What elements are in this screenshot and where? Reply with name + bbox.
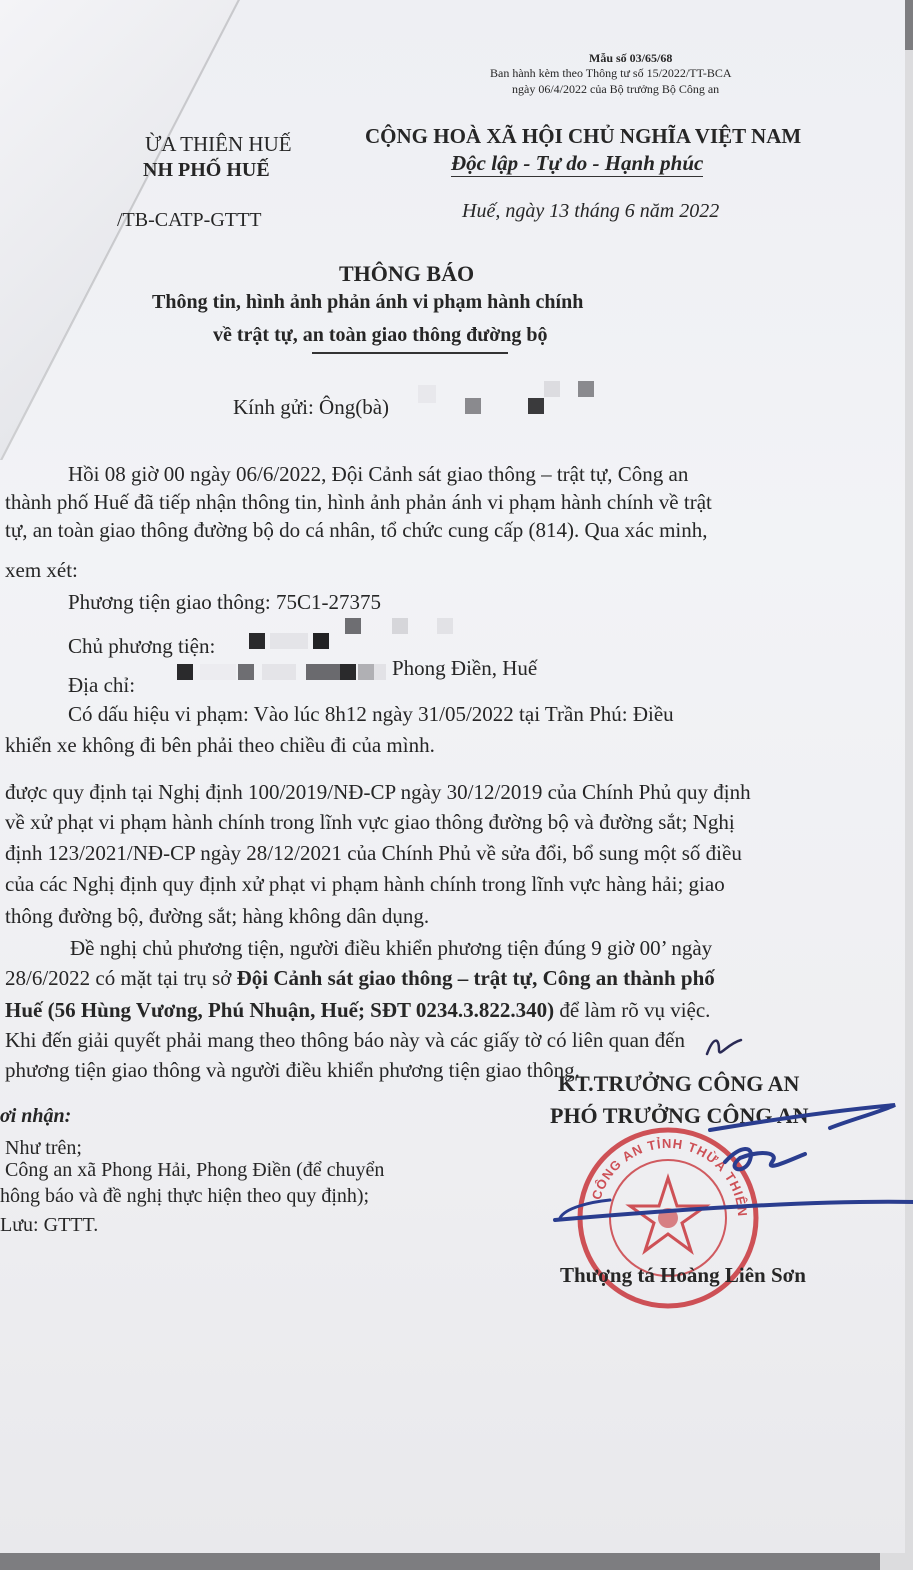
national-title: CỘNG HOÀ XÃ HỘI CHỦ NGHĨA VIỆT NAM [365, 124, 802, 148]
address-district: Phong Điền, Huế [392, 656, 538, 680]
body-p1-line-3: tự, an toàn giao thông đường bộ do cá nhân, tổ chức cung cấp (814). Qua xác minh, [5, 518, 708, 542]
body-p4-line-1: Đề nghị chủ phương tiện, người điều khiển phương tiện đúng 9 giờ 00’ ngày [70, 936, 713, 960]
recipient-label: Kính gửi: Ông(bà) [233, 395, 390, 419]
subtitle-underline [312, 352, 508, 354]
document-title: THÔNG BÁO [339, 261, 475, 286]
body-p4-line-5: phương tiện giao thông và người điều khiển phương tiện giao thông. [5, 1058, 580, 1082]
body-p1-line-4: xem xét: [5, 558, 78, 582]
body-p4-line-2: 28/6/2022 có mặt tại trụ sở Đội Cảnh sát giao thông – trật tự, Công an thành phố [5, 966, 715, 990]
owner-label: Chủ phương tiện: [68, 634, 216, 658]
body-p2-line-2: khiển xe không đi bên phải theo chiều đi của mình. [5, 733, 435, 757]
body-p2-line-1: Có dấu hiệu vi phạm: Vào lúc 8h12 ngày 31/05/2022 tại Trần Phú: Điều [68, 702, 674, 726]
subtitle-line-1: Thông tin, hình ảnh phản ánh vi phạm hành chính [152, 291, 584, 313]
recipient-item-3: hông báo và đề nghị thực hiện theo quy định); [0, 1185, 370, 1207]
signature-title-1: KT.TRƯỞNG CÔNG AN [558, 1071, 800, 1096]
recipient-item-1: Như trên; [5, 1137, 82, 1159]
recipient-item-4: Lưu: GTTT. [0, 1214, 99, 1236]
handwritten-signature [550, 1090, 913, 1240]
body-p3-line-2: về xử phạt vi phạm hành chính trong lĩnh vực giao thông đường bộ và đường sắt; Nghị [5, 810, 735, 834]
issuer-province: ỪA THIÊN HUẾ [145, 132, 292, 156]
body-p4-line-4: Khi đến giải quyết phải mang theo thông báo này và các giấy tờ có liên quan đến [5, 1028, 685, 1052]
place-date: Huế, ngày 13 tháng 6 năm 2022 [462, 200, 720, 222]
form-legal-basis-2: ngày 06/4/2022 của Bộ trưởng Bộ Công an [512, 82, 720, 96]
issuer-unit: NH PHỐ HUẾ [143, 159, 270, 181]
national-motto: Độc lập - Tự do - Hạnh phúc [451, 151, 704, 175]
subtitle-line-2: về trật tự, an toàn giao thông đường bộ [213, 324, 548, 346]
body-p3-line-3: định 123/2021/NĐ-CP ngày 28/12/2021 của Chính Phủ về sửa đổi, bổ sung một số điều [5, 841, 742, 865]
vehicle-plate: Phương tiện giao thông: 75C1-27375 [68, 590, 381, 614]
form-number: Mẫu số 03/65/68 [589, 51, 673, 65]
stamp-ring-text: CÔNG AN TỈNH THỪA THIÊN [588, 1135, 751, 1218]
recipients-label: ơi nhận: [0, 1105, 72, 1127]
body-p1-line-2: thành phố Huế đã tiếp nhận thông tin, hình ảnh phản ánh vi phạm hành chính về trật [5, 490, 712, 514]
body-p3-line-5: thông đường bộ, đường sắt; hàng không dân dụng. [5, 904, 430, 928]
body-p3-line-4: của các Nghị định quy định xử phạt vi phạm hành chính trong lĩnh vực hàng hải; giao [5, 872, 725, 896]
ink-initial-mark [705, 1032, 745, 1062]
signature-title-2: PHÓ TRƯỞNG CÔNG AN [550, 1103, 809, 1128]
signer-name: Thượng tá Hoàng Liên Sơn [560, 1263, 806, 1287]
recipient-item-2: Công an xã Phong Hải, Phong Điền (để chuyển [5, 1159, 385, 1181]
form-legal-basis-1: Ban hành kèm theo Thông tư số 15/2022/TT-BCA [490, 66, 732, 80]
address-label: Địa chỉ: [68, 673, 136, 697]
body-p4-line-3: Huế (56 Hùng Vương, Phú Nhuận, Huế; SĐT 0234.3.822.340) để làm rõ vụ việc. [5, 998, 711, 1022]
issuer-ref-number: /TB-CATP-GTTT [117, 209, 262, 231]
body-p3-line-1: được quy định tại Nghị định 100/2019/NĐ-CP ngày 30/12/2019 của Chính Phủ quy định [5, 780, 751, 804]
body-p1-line-1: Hồi 08 giờ 00 ngày 06/6/2022, Đội Cảnh sát giao thông – trật tự, Công an [68, 462, 689, 486]
